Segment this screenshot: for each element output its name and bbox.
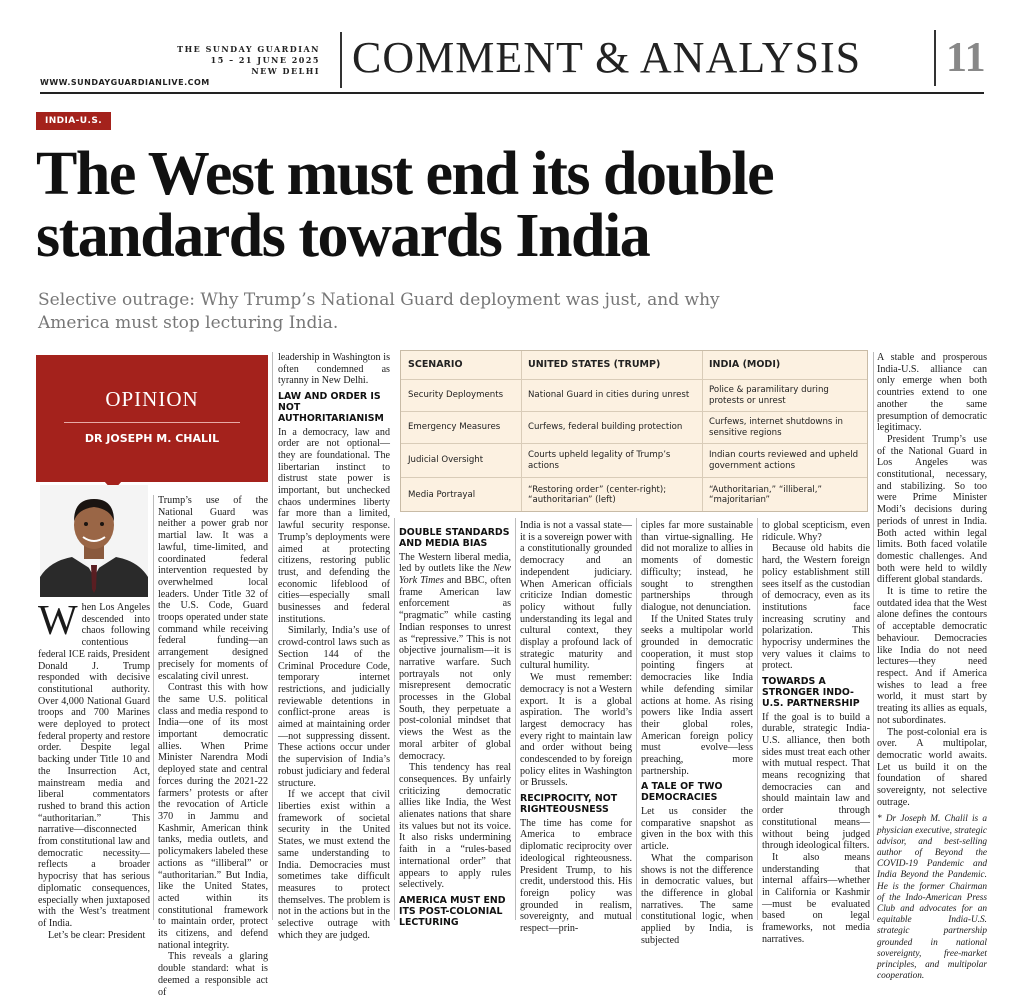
- table-row: [401, 477, 867, 512]
- column-8: [877, 352, 987, 982]
- paragraph: If we accept that civil liberties exist within a framework of societal security in the United States, we must extend the same understanding to India. Democracies must sometimes take difficult measures to protect themselves. The problem is not in the actions but in the selective outrage with which they are judged.: [278, 789, 390, 941]
- paragraph: Trump’s use of the National Guard was neither a power grab nor martial law. It was a lawful, time-limited, and coordinated federal intervention requested by overwhelmed local leaders. Under Title 32 of the U.S. Code, Guard troops operated under state command while receiving federal funding—an arrangement designed precisely for moments of escalating civil unrest.: [158, 495, 268, 682]
- column-2: [158, 495, 268, 998]
- table-cell: Indian courts reviewed and upheld government actions: [709, 450, 859, 471]
- column-7: [762, 520, 870, 946]
- masthead-divider: [340, 32, 342, 88]
- opinion-label: OPINION: [105, 387, 199, 411]
- author-bio: * Dr Joseph M. Chalil is a physician executive, strategic advisor, and best-selling author of Beyond the COVID-19 Pandemic and India Beyond the Pandemic. He is the former Chairman of the Indo-American Press Club and advocates for an equitable India-U.S. strategic partnership grounded in national sovereignty, free-market principles, and multipolar cooperation.: [877, 814, 987, 982]
- table-cell: Police & paramilitary during protests or unrest: [709, 385, 829, 406]
- table-cell: Curfews, federal building protection: [528, 422, 683, 433]
- column-separator: [394, 518, 395, 920]
- table-cell: National Guard in cities during unrest: [528, 390, 690, 401]
- table-row: [401, 379, 867, 411]
- paragraph: It also means understanding that internal affairs—whether in California or Kashmir—must be evaluated based on legal frameworks, not media narratives.: [762, 851, 870, 945]
- table-cell: Courts upheld legality of Trump’s actions: [528, 450, 671, 471]
- subhead: TOWARDS A STRONGER INDO-U.S. PARTNERSHIP: [762, 676, 860, 709]
- table-cell: Media Portrayal: [408, 489, 476, 500]
- paragraph: ciples far more sustainable than virtue-signalling. He did not moralize to allies in moments of domestic difficulty; instead, he sought to strengthen partnerships through dialogue, not denunciation.: [641, 520, 753, 613]
- paper-name: THE SUNDAY GUARDIAN: [177, 44, 320, 54]
- table-header: [401, 351, 867, 379]
- column-6: [641, 520, 753, 947]
- comparison-table: [400, 350, 868, 512]
- paragraph: and BBC, often frame American law enforcement as “pragmatic” while casting Indian responses to unrest as “repressive.” This is not objective journalism—it is narrative warfare. Such portrayals not only misrepresent democratic processes in the Global South, they perpetuate a post-colonial mindset that views the West as the moral arbiter of global democracy.: [399, 575, 511, 762]
- paragraph: This tendency has real consequences. By unfairly criticizing democratic allies like India, the West alienates nations that share its values but not its voice. It also risks undermining faith in a “rules-based international order” that appears to apply rules selectively.: [399, 762, 511, 891]
- paragraph: to global scepticism, even ridicule. Why?: [762, 520, 870, 543]
- paragraph: hen Los Angeles descended into chaos following contentious federal ICE raids, President Donald J. Trump responded with decisive constitutional authority. Over 4,000 National Guard troops and 700 Marines were deployed to protect federal property and restore order. Despite legal backing under Title 10 and the Insurrection Act, mainstream media and liberal commentators rushed to brand this action “authoritarian.” This narrative—disconnected from constitutional law and democratic necessity—reflects a broader hypocrisy that has serious diplomatic consequences, especially when juxtaposed with the West’s treatment of India.: [38, 602, 150, 929]
- city: NEW DELHI: [251, 66, 320, 76]
- table-cell: Curfews, internet shutdowns in sensitive regions: [709, 417, 843, 438]
- author-photo: [40, 485, 148, 597]
- paragraph: This reveals a glaring double standard: what is deemed a responsible act of: [158, 951, 268, 998]
- subheadline: Selective outrage: Why Trump’s National Guard deployment was just, and why America must stop lecturing India.: [38, 290, 720, 333]
- table-cell: “Restoring order” (center-right); “authoritarian” (left): [528, 484, 667, 505]
- paragraph: leadership in Washington is often condemned as tyranny in New Delhi.: [278, 352, 390, 387]
- subhead: DOUBLE STANDARDS AND MEDIA BIAS: [399, 527, 510, 549]
- table-cell: Judicial Oversight: [408, 455, 484, 466]
- table-cell: Security Deployments: [408, 390, 504, 401]
- table-divider: [702, 351, 703, 511]
- paragraph: India is not a vassal state—it is a sovereign power with a constitutionally grounded democracy and an independent judiciary. When American officials criticize Indian domestic policy without fully understanding its legal and cultural context, they display a profound lack of strategic maturity and cultural humility.: [520, 520, 632, 672]
- paragraph: The time has come for America to embrace diplomatic reciprocity over ideological righteousness. President Trump, to his credit, understood this. His foreign policy was grounded in realism, sovereignty, and mutual respect—prin-: [520, 817, 632, 935]
- paragraph: Because old habits die hard, the Western foreign policy establishment still sees itself as the custodian of democracy, even as its institutions face increasing scrutiny and polarization. This hypocrisy undermines the very values it claims to protect.: [762, 543, 870, 672]
- column-3: [278, 352, 390, 941]
- column-separator: [873, 352, 874, 920]
- table-divider: [521, 351, 522, 511]
- opinion-divider: [64, 422, 240, 423]
- drop-cap: W: [38, 598, 78, 644]
- table-cell: “Authoritarian,” “illiberal,” “majoritarian”: [709, 484, 822, 505]
- paragraph: We must remember: democracy is not a Western export. It is a global aspiration. The world’s largest democracy has every right to maintain law and order without being condescended to by foreign policy elites in Washington or Brussels.: [520, 672, 632, 789]
- paragraph: The post-colonial era is over. A multipolar, democratic world awaits. Let us build it on the foundation of shared sovereignty, not selective outrage.: [877, 726, 987, 808]
- table-row: [401, 443, 867, 477]
- table-header-cell: INDIA (MODI): [709, 358, 781, 370]
- table-header-cell: UNITED STATES (TRUMP): [528, 358, 661, 370]
- paragraph: Let’s be clear: President: [48, 929, 146, 941]
- paragraph: Let us consider the comparative snapshot as given in the box with this article.: [641, 806, 753, 853]
- column-separator: [636, 518, 637, 920]
- publication-name: New York Times: [399, 563, 511, 586]
- headline: The West must end its double standards towards India: [36, 140, 774, 270]
- masthead-rule: [40, 92, 984, 94]
- masthead-info: [40, 44, 320, 77]
- category-tag: INDIA-U.S.: [36, 112, 111, 130]
- site-url[interactable]: WWW.SUNDAYGUARDIANLIVE.COM: [40, 78, 210, 87]
- subhead: A TALE OF TWO DEMOCRACIES: [641, 781, 723, 804]
- column-4: [399, 520, 511, 930]
- column-separator: [757, 518, 758, 920]
- table-row: [401, 411, 867, 443]
- issue-date: 15 – 21 JUNE 2025: [210, 55, 320, 65]
- paragraph: A stable and prosperous India-U.S. alliance can only emerge when both countries extend to one another the same presumption of democratic legitimacy.: [877, 352, 987, 434]
- subhead: RECIPROCITY, NOT RIGHTEOUSNESS: [520, 793, 618, 815]
- paragraph: What the comparison shows is not the difference in democratic values, but the difference in global narratives. The same constitutional logic, when applied by India, is subjected: [641, 852, 753, 946]
- opinion-box: [36, 355, 268, 482]
- column-separator: [515, 518, 516, 920]
- author-name: DR JOSEPH M. CHALIL: [84, 432, 220, 445]
- section-title: COMMENT & ANALYSIS: [352, 33, 862, 82]
- table-header-cell: SCENARIO: [408, 358, 463, 370]
- column-1: [38, 598, 150, 941]
- column-5: [520, 520, 632, 935]
- column-separator: [272, 352, 273, 920]
- subhead: AMERICA MUST END ITS POST-COLONIAL LECTURING: [399, 894, 506, 928]
- paragraph: In a democracy, law and order are not optional—they are foundational. The libertarian instinct to distrust state power is important, but unchecked chaos undermines liberty far more than a limited, lawful security response. Trump’s deployments were aimed at protecting citizens, restoring public trust, and defending the economic lifeblood of cities—especially small businesses and federal institutions.: [278, 426, 390, 625]
- page-number: 11: [934, 30, 986, 86]
- paragraph: President Trump’s use of the National Guard in Los Angeles was constitutional, necessary, and stabilizing. So too were Prime Minister Modi’s decisions during periods of unrest in India. Both acted within legal limits. Both faced volatile domestic challenges. And both were held to wildly different global standards.: [877, 433, 987, 586]
- paragraph: Contrast this with how the same U.S. political class and media respond to India—one of its most important democratic allies. When Prime Minister Narendra Modi deployed state and central forces during the 2021-22 farmers’ protests or after the revocation of Article 370 in Jammu and Kashmir, American think tanks, media outlets, and policymakers labeled these actions as “illiberal” or “authoritarian.” But India, like the United States, acted within its constitutional framework to maintain order, protect its citizens, and defend national integrity.: [158, 682, 268, 951]
- paragraph: If the goal is to build a durable, strategic India-U.S. alliance, then both sides must treat each other with mutual respect. That means recognizing that democracies can and should maintain law and order through constitutional means—without being judged through ideological filters.: [762, 711, 870, 852]
- paragraph: The Western liberal media, led by outlets like the: [399, 551, 511, 575]
- paragraph: It is time to retire the outdated idea that the West alone defines the contours of acceptable democratic behaviour. Democracies like India do not need lectures—they need respect. And if America wishes to lead a free world, it must start by treating its allies as equals, not subordinates.: [877, 586, 987, 726]
- table-cell: Emergency Measures: [408, 422, 501, 433]
- paragraph: Similarly, India’s use of crowd-control laws such as Section 144 of the Criminal Procedure Code, temporary internet restrictions, and judicially reviewable detentions in conflict-prone areas is aimed at maintaining order—not suppressing dissent. These actions occur under the supervision of India’s robust judiciary and federal structure.: [278, 625, 390, 789]
- subhead: LAW AND ORDER IS NOT AUTHORITARIANISM: [278, 391, 384, 424]
- column-separator: [153, 495, 154, 920]
- paragraph: If the United States truly seeks a multipolar world grounded in democratic cooperation, it must stop pointing fingers at democracies like India while defending similar actions at home. As rising powers like India assert their global roles, American foreign policy must evolve—less preaching, more partnership.: [641, 613, 753, 777]
- author-portrait-icon: [40, 485, 148, 597]
